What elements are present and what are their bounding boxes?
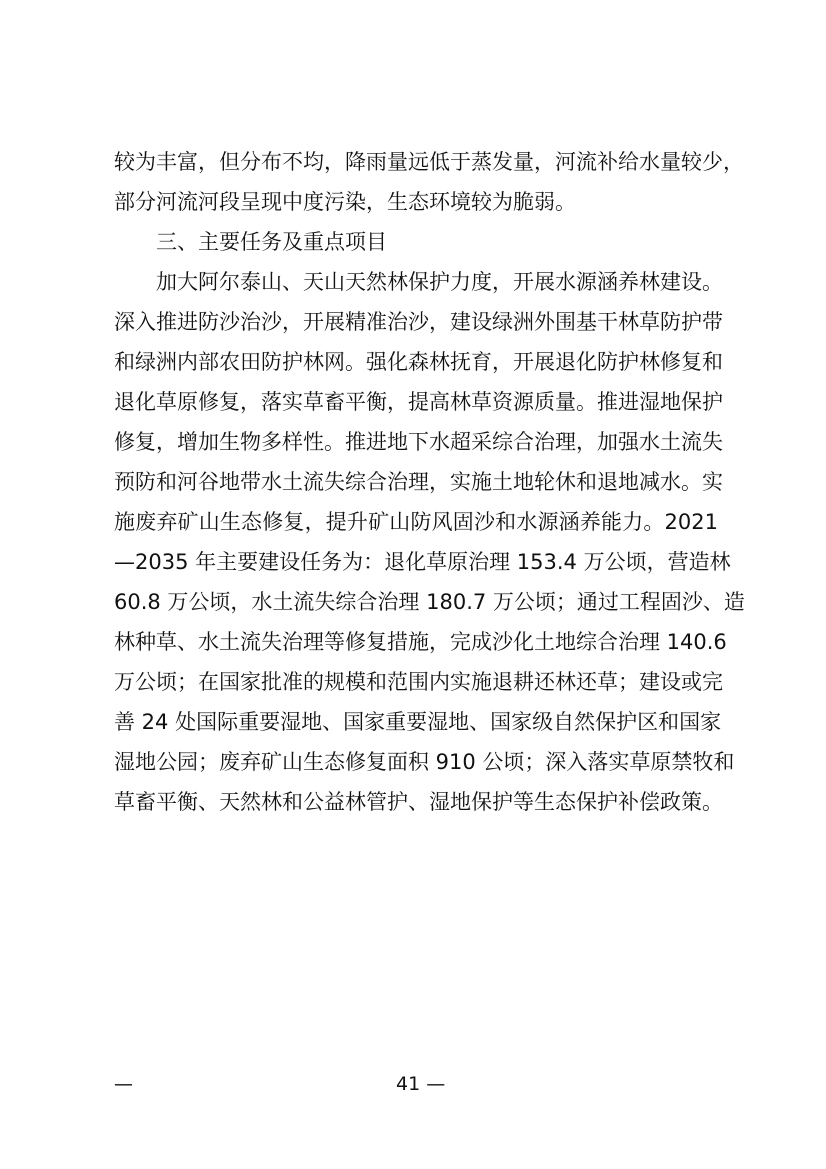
text-line: 较为丰富，但分布不均，降雨量远低于蒸发量，河流补给水量较少，	[114, 150, 744, 174]
text-line: 和绿洲内部农田防护林网。强化森林抚育，开展退化防护林修复和	[114, 350, 723, 374]
text-line: 万公顷；在国家批准的规模和范围内实施退耕还林还草；建设或完	[114, 670, 723, 694]
text-line: 部分河流河段呈现中度污染，生态环境较为脆弱。	[114, 190, 576, 214]
text-line: 善 24 处国际重要湿地、国家重要湿地、国家级自然保护区和国家	[114, 710, 722, 734]
section-heading: 三、主要任务及重点项目	[156, 230, 387, 254]
page-footer	[0, 1072, 826, 1096]
body-text	[114, 142, 745, 822]
text-line: 湿地公园；废弃矿山生态修复面积 910 公顷；深入落实草原禁牧和	[114, 750, 735, 774]
text-line: 林种草、水土流失治理等修复措施，完成沙化土地综合治理 140.6	[114, 630, 727, 654]
text-line: 施废弃矿山生态修复，提升矿山防风固沙和水源涵养能力。2021	[114, 510, 718, 534]
text-line: 加大阿尔泰山、天山天然林保护力度，开展水源涵养林建设。	[156, 270, 723, 294]
text-line: —2035 年主要建设任务为：退化草原治理 153.4 万公顷，营造林	[114, 550, 731, 574]
text-line: 深入推进防沙治沙，开展精准治沙，建设绿洲外围基干林草防护带	[114, 310, 723, 334]
text-line: 预防和河谷地带水土流失综合治理，实施土地轮休和退地减水。实	[114, 470, 723, 494]
text-line: 60.8 万公顷，水土流失综合治理 180.7 万公顷；通过工程固沙、造	[114, 590, 745, 614]
text-line: 草畜平衡、天然林和公益林管护、湿地保护等生态保护补偿政策。	[114, 790, 723, 814]
text-line: 退化草原修复，落实草畜平衡，提高林草资源质量。推进湿地保护	[114, 390, 723, 414]
footer-dash: —	[114, 1073, 133, 1095]
text-line: 修复，增加生物多样性。推进地下水超采综合治理，加强水土流失	[114, 430, 723, 454]
page-number: 41 —	[396, 1073, 446, 1095]
